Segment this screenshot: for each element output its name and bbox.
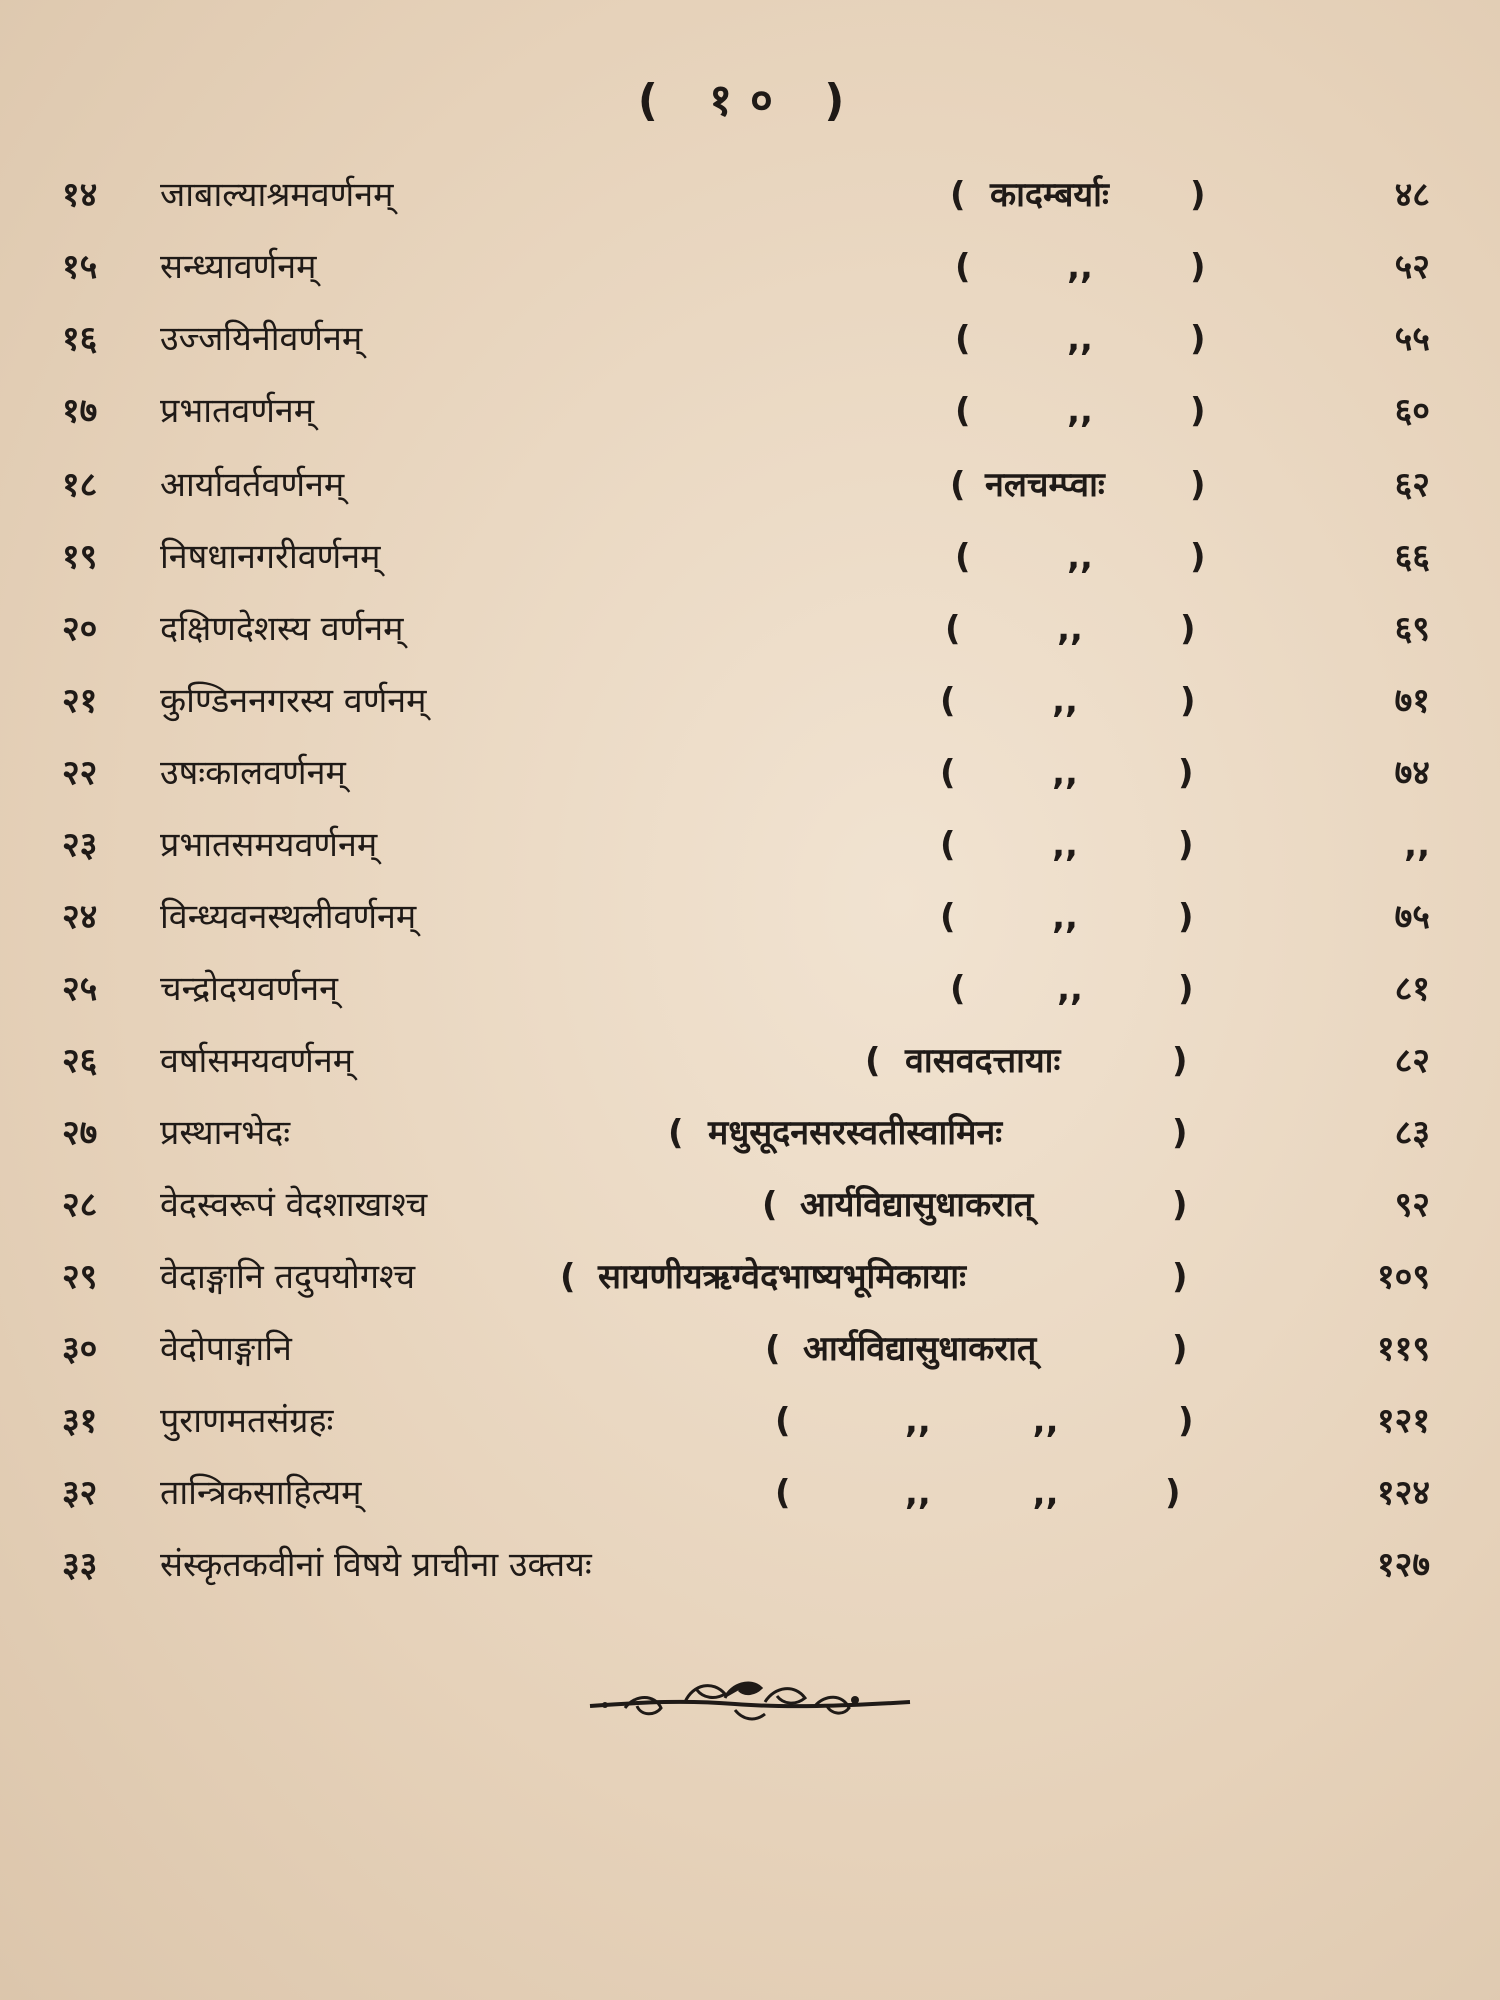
entry-number: १५ bbox=[62, 247, 98, 287]
list-item bbox=[0, 882, 1500, 952]
entry-title: वर्षासमयवर्णनम् bbox=[160, 1041, 354, 1081]
open-paren: ( bbox=[955, 391, 971, 431]
entry-page: ७५ bbox=[1394, 897, 1430, 937]
entry-title: सन्ध्यावर्णनम् bbox=[160, 247, 317, 287]
entry-title: दक्षिणदेशस्य वर्णनम् bbox=[160, 609, 404, 649]
entry-source: ,, bbox=[1067, 247, 1093, 287]
entry-source: कादम्बर्याः bbox=[990, 175, 1109, 215]
entry-page: ८१ bbox=[1394, 969, 1430, 1009]
list-item bbox=[0, 522, 1500, 592]
entry-page: ५५ bbox=[1394, 319, 1430, 359]
entry-title: प्रस्थानभेदः bbox=[160, 1113, 291, 1153]
open-paren: ( bbox=[940, 897, 956, 937]
close-paren: ) bbox=[1178, 897, 1194, 937]
close-paren: ) bbox=[1178, 1401, 1194, 1441]
list-item bbox=[0, 1242, 1500, 1312]
open-paren: ( bbox=[668, 1113, 684, 1153]
close-paren: ) bbox=[1190, 391, 1206, 431]
entry-number: १४ bbox=[62, 175, 98, 215]
entry-source: ,, bbox=[1067, 537, 1093, 577]
entry-page: ६० bbox=[1394, 391, 1430, 431]
open-paren: ( bbox=[955, 319, 971, 359]
open-paren: ( bbox=[775, 1473, 791, 1513]
entry-title: उषःकालवर्णनम् bbox=[160, 753, 346, 793]
entry-source: ,, ,, bbox=[905, 1401, 1059, 1441]
list-item bbox=[0, 738, 1500, 808]
entry-page: १२४ bbox=[1376, 1473, 1430, 1513]
entry-title: विन्ध्यवनस्थलीवर्णनम् bbox=[160, 897, 417, 937]
close-paren: ) bbox=[1165, 1473, 1181, 1513]
open-paren: ( bbox=[865, 1041, 881, 1081]
open-paren: ( bbox=[940, 753, 956, 793]
entry-source: ,, ,, bbox=[905, 1473, 1059, 1513]
entry-source: मधुसूदनसरस्वतीस्वामिनः bbox=[708, 1113, 1003, 1153]
close-paren: ) bbox=[1178, 753, 1194, 793]
close-paren: ) bbox=[1180, 609, 1196, 649]
entry-title: निषधानगरीवर्णनम् bbox=[160, 537, 381, 577]
entry-source: नलचम्प्वाः bbox=[985, 465, 1105, 505]
entry-number: २५ bbox=[62, 969, 98, 1009]
entry-number: १९ bbox=[62, 537, 98, 577]
list-item bbox=[0, 160, 1500, 230]
list-item bbox=[0, 1098, 1500, 1168]
entry-number: २६ bbox=[62, 1041, 98, 1081]
entry-source: ,, bbox=[1052, 825, 1078, 865]
entry-page: ४८ bbox=[1394, 175, 1430, 215]
entry-page: ६२ bbox=[1394, 465, 1430, 505]
list-item bbox=[0, 232, 1500, 302]
list-item bbox=[0, 594, 1500, 664]
entry-source: आर्यविद्यासुधाकरात् bbox=[800, 1185, 1034, 1225]
open-paren: ( bbox=[765, 1329, 781, 1369]
list-item bbox=[0, 376, 1500, 446]
close-paren: ) bbox=[1190, 247, 1206, 287]
list-item bbox=[0, 1026, 1500, 1096]
entry-source: ,, bbox=[1057, 609, 1083, 649]
open-paren: ( bbox=[950, 175, 966, 215]
entry-page: १०९ bbox=[1376, 1257, 1430, 1297]
entry-number: २३ bbox=[62, 825, 98, 865]
open-paren: ( bbox=[762, 1185, 778, 1225]
entry-title: प्रभातवर्णनम् bbox=[160, 391, 315, 431]
close-paren: ) bbox=[1178, 969, 1194, 1009]
list-item bbox=[0, 666, 1500, 736]
close-paren: ) bbox=[1178, 825, 1194, 865]
list-item bbox=[0, 1386, 1500, 1456]
entry-title: जाबाल्याश्रमवर्णनम् bbox=[160, 175, 394, 215]
entry-page: ,, bbox=[1404, 825, 1430, 865]
entry-number: ३३ bbox=[62, 1545, 98, 1585]
close-paren: ) bbox=[1180, 681, 1196, 721]
entry-source: ,, bbox=[1057, 969, 1083, 1009]
open-paren: ( bbox=[940, 681, 956, 721]
entry-page: ८३ bbox=[1394, 1113, 1430, 1153]
entry-number: २८ bbox=[62, 1185, 98, 1225]
entry-source: ,, bbox=[1052, 681, 1078, 721]
entry-page: ७१ bbox=[1394, 681, 1430, 721]
entry-page: ५२ bbox=[1394, 247, 1430, 287]
list-item bbox=[0, 1458, 1500, 1528]
entry-title: संस्कृतकवीनां विषये प्राचीना उक्तयः bbox=[160, 1545, 592, 1585]
entry-number: २२ bbox=[62, 753, 98, 793]
entry-page: ७४ bbox=[1394, 753, 1430, 793]
open-paren: ( bbox=[945, 609, 961, 649]
entry-number: २० bbox=[62, 609, 98, 649]
list-item bbox=[0, 810, 1500, 880]
entry-title: कुण्डिननगरस्य वर्णनम् bbox=[160, 681, 427, 721]
entry-page: ८२ bbox=[1394, 1041, 1430, 1081]
open-paren: ( bbox=[950, 465, 966, 505]
entry-title: पुराणमतसंग्रहः bbox=[160, 1401, 334, 1441]
close-paren: ) bbox=[1172, 1257, 1188, 1297]
entry-page: १२१ bbox=[1376, 1401, 1430, 1441]
entry-source: सायणीयऋग्वेदभाष्यभूमिकायाः bbox=[598, 1257, 966, 1297]
entry-number: २४ bbox=[62, 897, 98, 937]
entry-page: १२७ bbox=[1376, 1545, 1430, 1585]
open-paren: ( bbox=[560, 1257, 576, 1297]
list-item bbox=[0, 304, 1500, 374]
entry-title: वेदाङ्गानि तदुपयोगश्च bbox=[160, 1257, 416, 1297]
decorative-flourish-icon bbox=[585, 1672, 915, 1732]
close-paren: ) bbox=[1172, 1113, 1188, 1153]
close-paren: ) bbox=[1190, 465, 1206, 505]
entry-number: १६ bbox=[62, 319, 98, 359]
list-item bbox=[0, 1530, 1500, 1600]
entry-source: ,, bbox=[1052, 897, 1078, 937]
entry-source: वासवदत्तायाः bbox=[905, 1041, 1061, 1081]
entry-title: तान्त्रिकसाहित्यम् bbox=[160, 1473, 362, 1513]
entry-title: चन्द्रोदयवर्णनन् bbox=[160, 969, 338, 1009]
entry-number: १७ bbox=[62, 391, 98, 431]
entry-source: ,, bbox=[1052, 753, 1078, 793]
entry-number: ३२ bbox=[62, 1473, 98, 1513]
entry-number: २९ bbox=[62, 1257, 98, 1297]
open-paren: ( bbox=[955, 537, 971, 577]
list-item bbox=[0, 954, 1500, 1024]
entry-number: २१ bbox=[62, 681, 98, 721]
close-paren: ) bbox=[1190, 537, 1206, 577]
entry-source: ,, bbox=[1067, 391, 1093, 431]
entry-title: उज्जयिनीवर्णनम् bbox=[160, 319, 363, 359]
list-item bbox=[0, 1170, 1500, 1240]
entry-title: प्रभातसमयवर्णनम् bbox=[160, 825, 378, 865]
entry-number: ३० bbox=[62, 1329, 98, 1369]
table-of-contents bbox=[0, 160, 1500, 1640]
entry-page: ११९ bbox=[1376, 1329, 1430, 1369]
entry-number: ३१ bbox=[62, 1401, 98, 1441]
list-item bbox=[0, 450, 1500, 520]
close-paren: ) bbox=[1172, 1329, 1188, 1369]
entry-page: ६९ bbox=[1394, 609, 1430, 649]
list-item bbox=[0, 1314, 1500, 1384]
entry-title: वेदोपाङ्गानि bbox=[160, 1329, 292, 1369]
entry-number: १८ bbox=[62, 465, 98, 505]
entry-title: आर्यावर्तवर्णनम् bbox=[160, 465, 345, 505]
entry-page: ६६ bbox=[1394, 537, 1430, 577]
entry-page: ९२ bbox=[1394, 1185, 1430, 1225]
entry-source: आर्यविद्यासुधाकरात् bbox=[803, 1329, 1037, 1369]
close-paren: ) bbox=[1190, 319, 1206, 359]
page-number: ( १० ) bbox=[637, 75, 863, 126]
close-paren: ) bbox=[1190, 175, 1206, 215]
close-paren: ) bbox=[1172, 1041, 1188, 1081]
open-paren: ( bbox=[940, 825, 956, 865]
entry-title: वेदस्वरूपं वेदशाखाश्च bbox=[160, 1185, 428, 1225]
close-paren: ) bbox=[1172, 1185, 1188, 1225]
open-paren: ( bbox=[955, 247, 971, 287]
open-paren: ( bbox=[775, 1401, 791, 1441]
entry-source: ,, bbox=[1067, 319, 1093, 359]
entry-number: २७ bbox=[62, 1113, 98, 1153]
open-paren: ( bbox=[950, 969, 966, 1009]
